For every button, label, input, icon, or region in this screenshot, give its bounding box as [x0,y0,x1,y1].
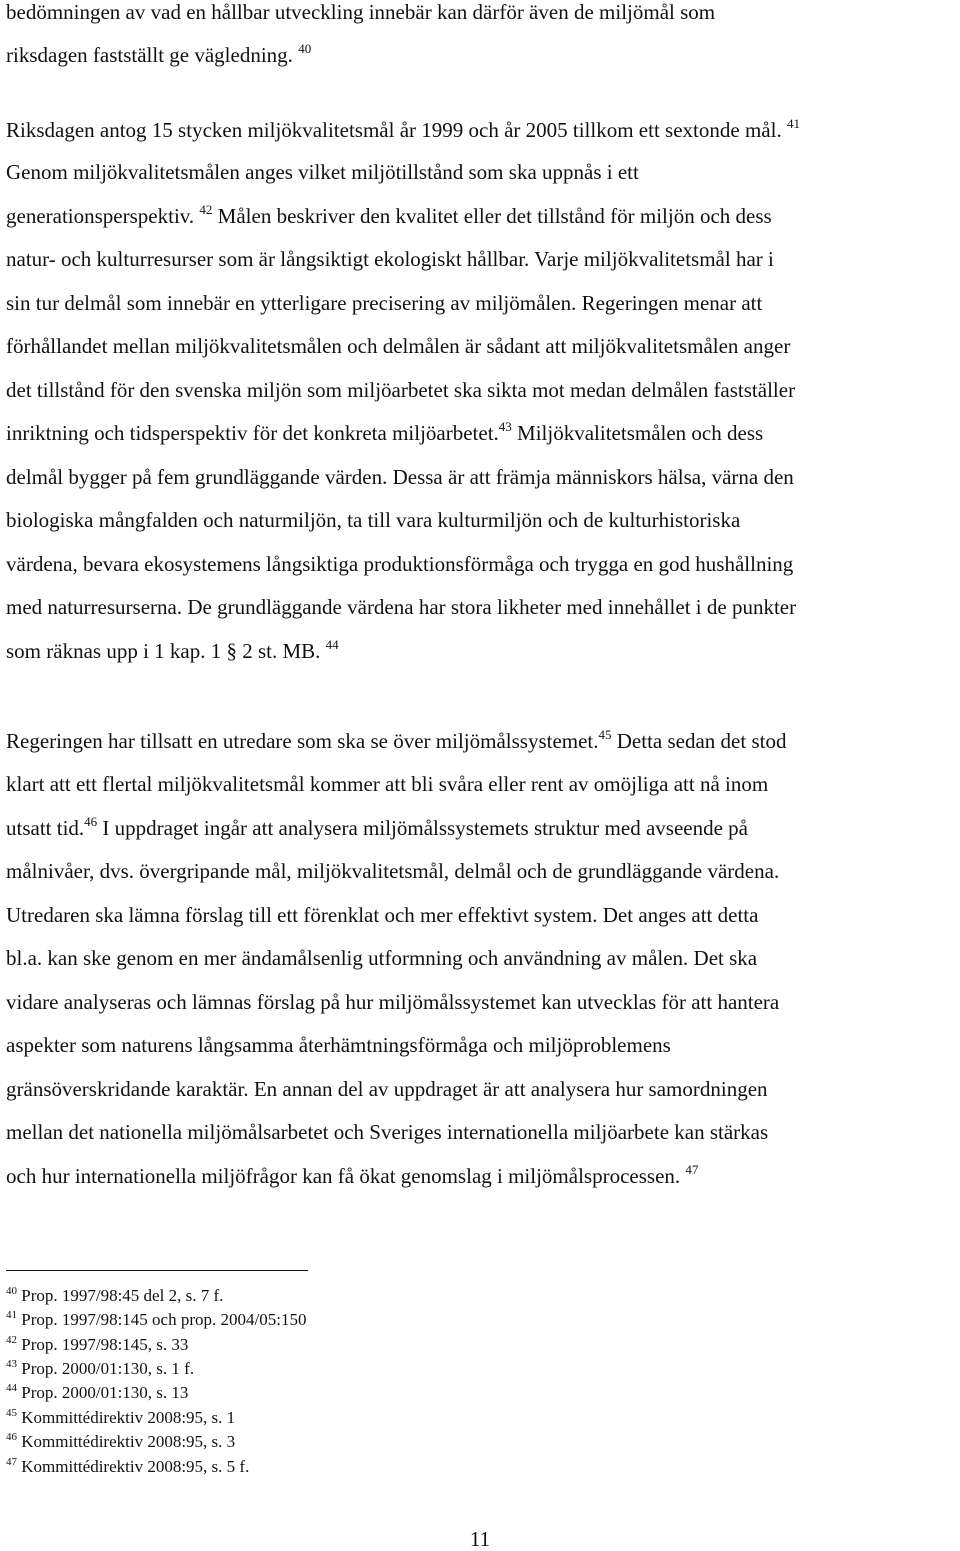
footnote: $^{47}$ Kommittédirektiv 2008:95, s. 5 f. [6,1456,250,1476]
footnote-ref: 40 [298,41,312,56]
body-line: delmål bygger på fem grundläggande värden. Dessa är att främja människors hälsa, värna den [6,465,794,489]
body-line: som räknas upp i 1 kap. 1 § 2 st. MB. $^{44}$ [6,637,339,663]
body-line: det tillstånd för den svenska miljön som miljöarbetet ska sikta mot medan delmålen fastställer [6,378,796,402]
footnote-ref: 47 [685,1162,699,1177]
body-line: mellan det nationella miljömålsarbetet och Sveriges internationella miljöarbete kan stärkas [6,1120,769,1144]
body-line: Utredaren ska lämna förslag till ett förenklat och mer effektivt system. Det anges att detta [6,903,759,927]
footnote-number: 41 [6,1309,17,1321]
body-line: riksdagen fastställt ge vägledning. $^{40}$ [6,41,312,67]
footnote-ref: 46 [84,814,98,829]
body-line: inriktning och tidsperspektiv för det konkreta miljöarbetet.$^{43}$ Miljökvalitetsmålen och dess [6,419,764,445]
footnote: $^{44}$ Prop. 2000/01:130, s. 13 [6,1382,189,1402]
body-line: Regeringen har tillsatt en utredare som ska se över miljömålssystemet.$^{45}$ Detta sedan det stod [6,727,787,753]
body-line: förhållandet mellan miljökvalitetsmålen och delmålen är sådant att miljökvalitetsmålen anger [6,334,791,358]
footnote: $^{46}$ Kommittédirektiv 2008:95, s. 3 [6,1431,236,1451]
body-line: värdena, bevara ekosystemens långsiktiga produktionsförmåga och trygga en god hushållning [6,552,794,576]
body-line: sin tur delmål som innebär en ytterligare precisering av miljömålen. Regeringen menar att [6,291,763,315]
page-number: 11 [469,1527,491,1551]
footnote-separator [6,1270,308,1271]
footnote: $^{42}$ Prop. 1997/98:145, s. 33 [6,1334,189,1354]
body-line: generationsperspektiv. $^{42}$ Målen beskriver den kvalitet eller det tillstånd för miljön och dess [6,202,772,228]
body-line: bedömningen av vad en hållbar utveckling innebär kan därför även de miljömål som [6,0,716,24]
footnote-ref: 44 [325,637,339,652]
body-line: Riksdagen antog 15 stycken miljökvalitetsmål år 1999 och år 2005 tillkom ett sextonde mål. $^{41}$ [6,116,800,142]
body-line: och hur internationella miljöfrågor kan få ökat genomslag i miljömålsprocessen. $^{47}$ [6,1162,699,1188]
footnote-number: 42 [6,1334,17,1346]
footnote-number: 44 [6,1382,17,1394]
footnote: $^{45}$ Kommittédirektiv 2008:95, s. 1 [6,1407,236,1427]
footnote-number: 45 [6,1407,17,1419]
footnote-number: 43 [6,1358,17,1370]
body-line: gränsöverskridande karaktär. En annan del av uppdraget är att analysera hur samordningen [6,1077,768,1101]
body-line: vidare analyseras och lämnas förslag på hur miljömålssystemet kan utvecklas för att hantera [6,990,780,1014]
body-line: bl.a. kan ske genom en mer ändamålsenlig utformning och användning av målen. Det ska [6,946,758,970]
footnote: $^{41}$ Prop. 1997/98:145 och prop. 2004/05:150 [6,1309,307,1329]
body-line: Genom miljökvalitetsmålen anges vilket miljötillstånd som ska uppnås i ett [6,160,639,184]
footnote: $^{43}$ Prop. 2000/01:130, s. 1 f. [6,1358,195,1378]
footnote-number: 47 [6,1456,17,1468]
footnote-ref: 45 [598,727,612,742]
footnote-ref: 42 [199,202,213,217]
body-line: biologiska mångfalden och naturmiljön, ta till vara kulturmiljön och de kulturhistoriska [6,508,741,532]
footnote-ref: 41 [786,116,800,131]
footnote-number: 40 [6,1285,17,1297]
body-line: utsatt tid.$^{46}$ I uppdraget ingår att analysera miljömålssystemets struktur med avseende på [6,814,748,840]
body-line: natur- och kulturresurser som är långsiktigt ekologiskt hållbar. Varje miljökvalitetsmål har i [6,247,774,271]
body-line: aspekter som naturens långsamma återhämtningsförmåga och miljöproblemens [6,1033,671,1057]
body-line: målnivåer, dvs. övergripande mål, miljökvalitetsmål, delmål och de grundläggande värdena. [6,859,780,883]
footnote-ref: 43 [498,419,512,434]
body-line: klart att ett flertal miljökvalitetsmål kommer att bli svåra eller rent av omöjliga att nå inom [6,772,769,796]
footnote-number: 46 [6,1431,17,1443]
body-line: med naturresurserna. De grundläggande värdena har stora likheter med innehållet i de punkter [6,595,797,619]
footnote: $^{40}$ Prop. 1997/98:45 del 2, s. 7 f. [6,1285,224,1305]
